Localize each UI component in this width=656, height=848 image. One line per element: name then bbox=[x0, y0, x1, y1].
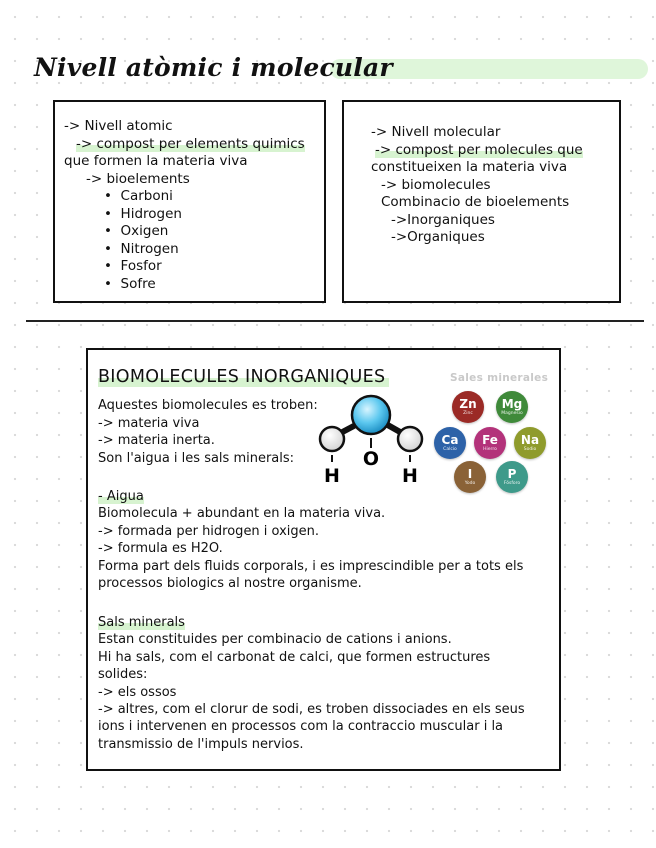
page-title: Nivell atòmic i molecular bbox=[34, 53, 393, 82]
salt-fe-circle: Fe Hierro bbox=[474, 427, 506, 459]
salt-p-circle: P Fósforo bbox=[496, 461, 528, 493]
bullet-item: • Oxigen bbox=[104, 223, 169, 239]
molecular-line: constitueixen la materia viva bbox=[371, 159, 568, 175]
bullet-item: • Nitrogen bbox=[104, 240, 179, 257]
salt-zn-circle: Zn Zinc bbox=[452, 391, 484, 423]
label-h-right: H bbox=[402, 465, 418, 487]
molecular-line: Combinacio de bioelements bbox=[381, 194, 570, 210]
bio-intro-line: -> materia inerta. bbox=[98, 433, 215, 448]
atomic-line: -> bioelements bbox=[86, 170, 190, 187]
bullet-item: • Fosfor bbox=[104, 258, 162, 274]
section-divider bbox=[26, 320, 644, 322]
salts-line: Hi ha sals, com el carbonat de calci, que formen estructures bbox=[98, 649, 491, 665]
salt-mg-circle: Mg Magnesio bbox=[496, 391, 528, 423]
bio-intro-line: Aquestes biomolecules es troben: bbox=[98, 398, 318, 413]
water-heading: - Aigua bbox=[98, 489, 144, 504]
salt-i-circle: I Yodo bbox=[454, 461, 486, 493]
molecular-line: -> biomolecules bbox=[381, 176, 491, 193]
bullet-item: • Sofre bbox=[104, 275, 156, 292]
sales-minerales-label: Sales minerales bbox=[450, 372, 549, 384]
atomic-line: -> compost per elements quimics bbox=[76, 135, 305, 152]
water-line: Forma part dels fluids corporals, i es imprescindible per a tots els bbox=[98, 558, 524, 574]
water-section bbox=[98, 488, 523, 592]
water-line: -> formada per hidrogen i oxigen. bbox=[98, 523, 320, 539]
biomolecules-title: BIOMOLECULES INORGANIQUES bbox=[98, 367, 389, 387]
molecular-line: -> Nivell molecular bbox=[371, 124, 501, 140]
atomic-line: -> Nivell atomic bbox=[64, 118, 173, 134]
salts-line: Estan constituides per combinacio de cations i anions. bbox=[98, 632, 452, 648]
salts-line: ions i intervenen en processos com la contraccio muscular i la bbox=[98, 719, 504, 735]
label-h-left: H bbox=[324, 465, 340, 487]
label-o: O bbox=[362, 448, 380, 470]
salts-line: -> altres, com el clorur de sodi, es troben dissociades en els seus bbox=[98, 702, 525, 718]
water-line: -> formula es H2O. bbox=[98, 541, 223, 557]
bullet-item: • Hidrogen bbox=[104, 205, 182, 222]
bio-intro-line: Son l'aigua i les sals minerals: bbox=[98, 450, 295, 466]
salts-line: transmissio de l'impuls nervios. bbox=[98, 736, 304, 752]
bullet-item: • Carboni bbox=[104, 188, 173, 204]
salts-line: solides: bbox=[98, 667, 148, 683]
atomic-line: que formen la materia viva bbox=[64, 153, 248, 169]
water-molecule-diagram bbox=[315, 394, 430, 489]
salt-na-circle: Na Sodio bbox=[514, 427, 546, 459]
salt-ca-circle: Ca Calcio bbox=[434, 427, 466, 459]
oxygen-atom bbox=[352, 396, 390, 434]
water-line: processos biologics al nostre organisme. bbox=[98, 576, 362, 592]
salts-heading: Sals minerals bbox=[98, 615, 185, 630]
molecular-line: -> compost per molecules que bbox=[375, 141, 583, 158]
molecular-line: ->Inorganiques bbox=[391, 211, 495, 228]
salts-line: -> els ossos bbox=[98, 684, 177, 700]
hydrogen-atom-left bbox=[320, 427, 344, 451]
hydrogen-atom-right bbox=[398, 427, 422, 451]
water-line: Biomolecula + abundant en la materia viva. bbox=[98, 506, 386, 522]
bio-intro-line: -> materia viva bbox=[98, 415, 200, 431]
bio-intro-text bbox=[98, 397, 318, 467]
atomic-level-text bbox=[64, 118, 305, 293]
molecular-level-text bbox=[371, 124, 583, 247]
salts-section bbox=[98, 614, 525, 753]
molecular-line: ->Organiques bbox=[391, 229, 485, 245]
